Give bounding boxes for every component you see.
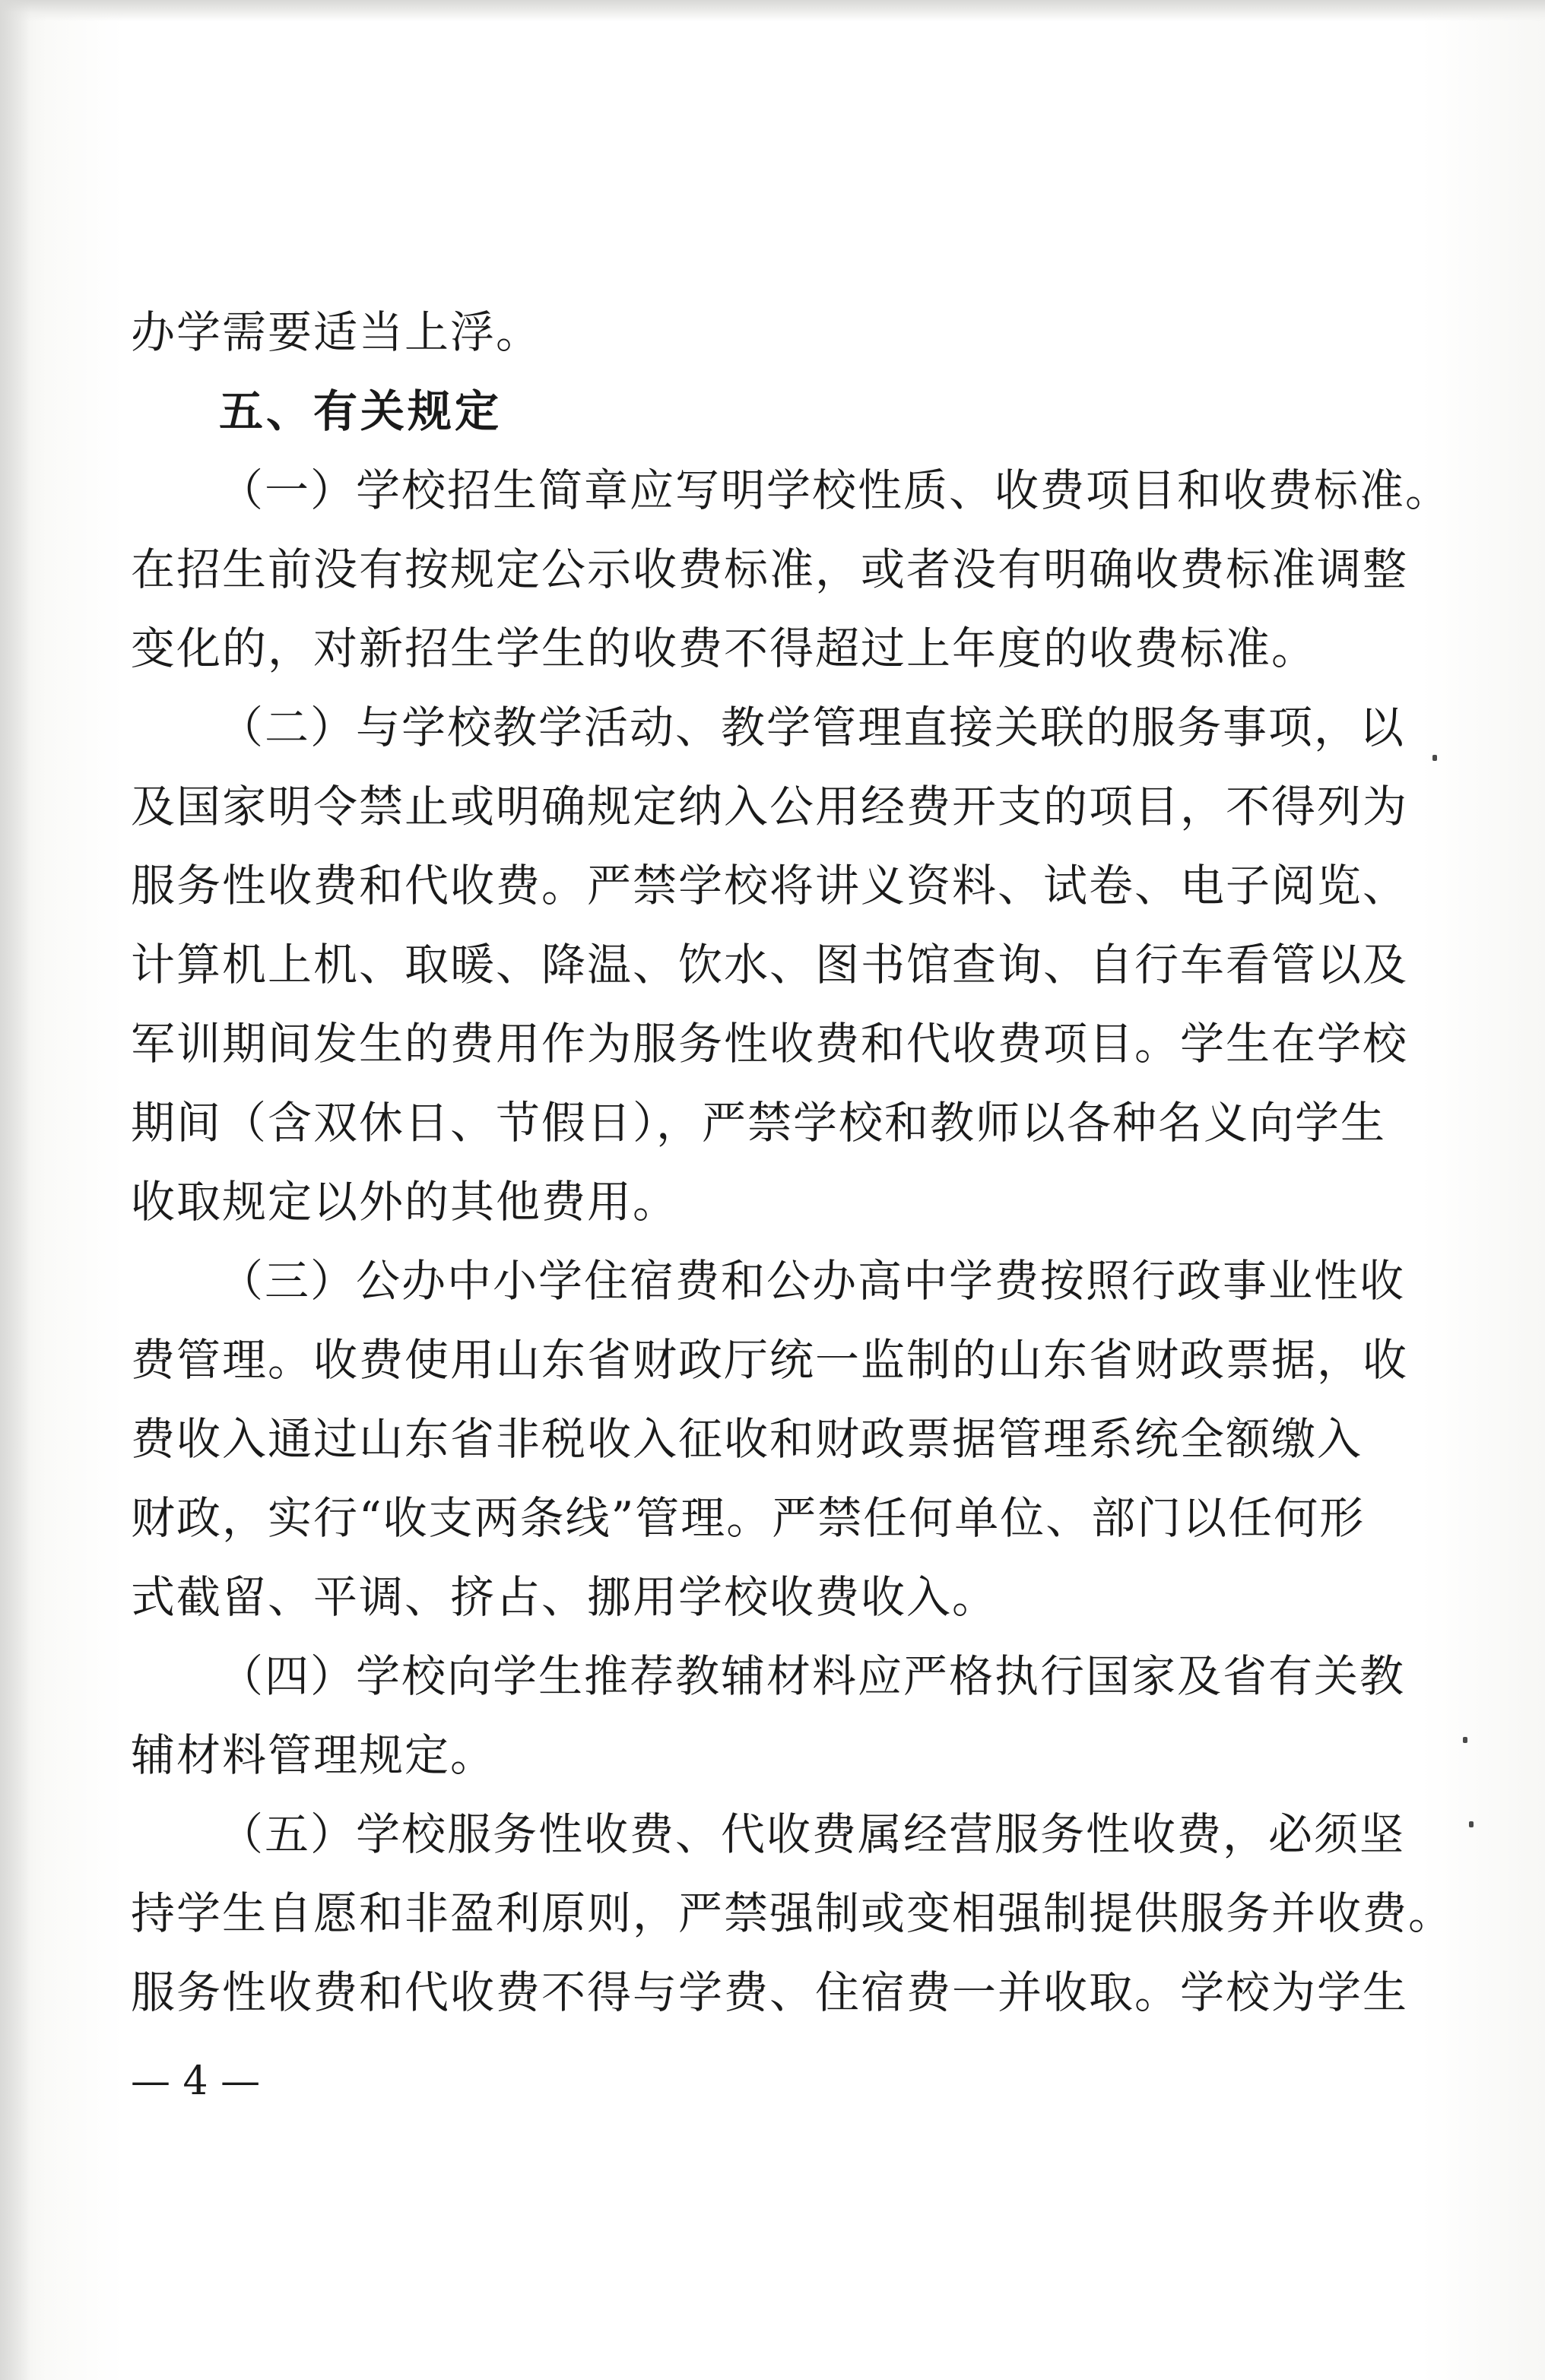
- text-line: 办学需要适当上浮。: [131, 306, 542, 358]
- scan-left-shadow: [0, 0, 30, 2380]
- text-line: 费管理。收费使用山东省财政厅统一监制的山东省财政票据，收: [131, 1334, 1409, 1386]
- text-line: 财政，实行“收支两条线”管理。严禁任何单位、部门以任何形: [131, 1492, 1366, 1544]
- scan-top-edge: [0, 0, 1545, 21]
- text-line: 在招生前没有按规定公示收费标准，或者没有明确收费标准调整: [131, 544, 1409, 595]
- text-line: 服务性收费和代收费。严禁学校将讲义资料、试卷、电子阅览、: [131, 860, 1409, 911]
- text-line: 军训期间发生的费用作为服务性收费和代收费项目。学生在学校: [131, 1018, 1409, 1070]
- text-line: （一）学校招生简章应写明学校性质、收费项目和收费标准。: [219, 464, 1451, 516]
- text-line: 持学生自愿和非盈利原则，严禁强制或变相强制提供服务并收费。: [131, 1887, 1455, 1939]
- text-line: 及国家明令禁止或明确规定纳入公用经费开支的项目，不得列为: [131, 781, 1409, 832]
- text-line: 式截留、平调、挤占、挪用学校收费收入。: [131, 1571, 998, 1623]
- text-line: （五）学校服务性收费、代收费属经营服务性收费，必须坚: [219, 1808, 1406, 1860]
- text-line: （二）与学校教学活动、教学管理直接关联的服务事项，以: [219, 702, 1406, 753]
- text-line: （三）公办中小学住宿费和公办高中学费按照行政事业性收: [219, 1255, 1406, 1307]
- text-line: （四）学校向学生推荐教辅材料应严格执行国家及省有关教: [219, 1650, 1406, 1702]
- scan-speck: [1432, 755, 1437, 761]
- text-line: 服务性收费和代收费不得与学费、住宿费一并收取。学校为学生: [131, 1966, 1409, 2018]
- text-line: 期间（含双休日、节假日），严禁学校和教师以各种名义向学生: [131, 1097, 1387, 1149]
- text-line: 辅材料管理规定。: [131, 1729, 496, 1781]
- text-line: 费收入通过山东省非税收入征收和财政票据管理系统全额缴入: [131, 1413, 1363, 1465]
- page-number: — 4 —: [131, 2058, 261, 2104]
- scan-speck: [1463, 1737, 1467, 1743]
- text-line: 变化的，对新招生学生的收费不得超过上年度的收费标准。: [131, 623, 1318, 674]
- text-line: 收取规定以外的其他费用。: [131, 1176, 679, 1228]
- text-line: 计算机上机、取暖、降温、饮水、图书馆查询、自行车看管以及: [131, 939, 1409, 990]
- document-body: [131, 293, 1455, 2032]
- section-heading: 五、有关规定: [219, 385, 503, 437]
- scan-speck: [1469, 1821, 1474, 1827]
